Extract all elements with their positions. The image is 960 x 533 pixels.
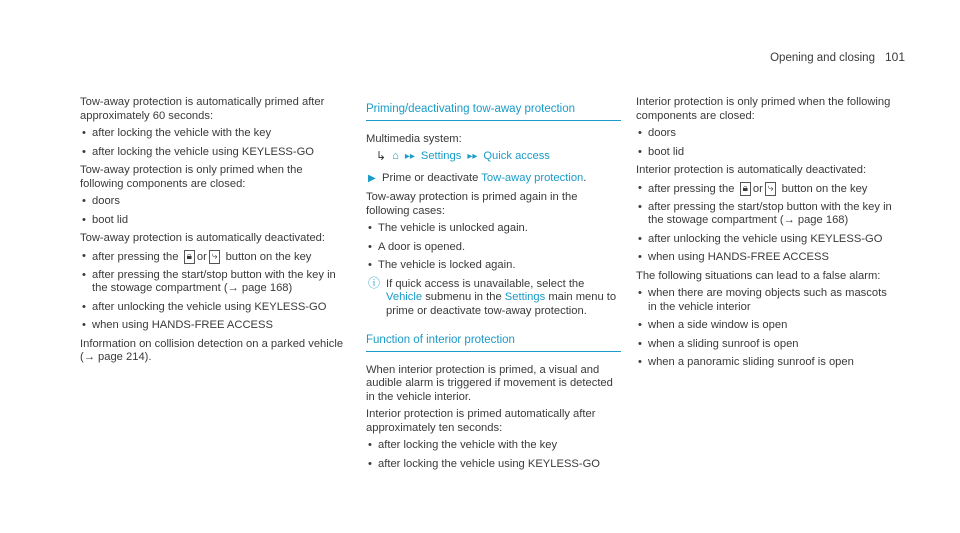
bullet-list: [636, 127, 898, 159]
list-item: • after pressing the 🔒︎ or ⤷ button on the key: [80, 250, 345, 264]
paragraph: Tow-away protection is only primed when the following components are closed:: [80, 164, 303, 190]
action-step: ▶ Prime or deactivate Tow-away protection.: [368, 171, 587, 184]
lock-button-icon: 🔒︎: [740, 182, 751, 196]
list-item: • when there are moving objects such as mascots in the vehicle interior: [636, 287, 898, 314]
vehicle-link: Vehicle: [386, 291, 423, 303]
section-heading-priming: Priming/deactivating tow-away protection: [366, 103, 621, 121]
paragraph: Information on collision detection on a parked vehicle (→ page 214).: [80, 337, 344, 364]
home-icon: ⌂: [392, 150, 399, 162]
list-item: • when a sliding sunroof is open: [636, 338, 898, 352]
list-item: • when a side window is open: [636, 319, 898, 333]
list-item: • after unlocking the vehicle using KEYLESS-GO: [636, 233, 898, 247]
column-right: [636, 96, 898, 375]
list-item: • after locking the vehicle using KEYLESS-GO: [80, 146, 345, 160]
list-item: • boot lid: [80, 214, 345, 228]
paragraph: Interior protection is automatically deactivated:: [636, 164, 867, 176]
page-number: 101: [884, 50, 905, 64]
lock-button-icon: 🔒︎: [184, 250, 195, 264]
bullet-list: [80, 195, 345, 227]
list-item: • The vehicle is locked again.: [366, 259, 621, 273]
paragraph: Tow-away protection is automatically deactivated:: [80, 232, 325, 244]
settings-link: Settings: [504, 291, 546, 303]
double-chevron-icon: ▸▸: [404, 151, 415, 162]
info-note: ⓘ If quick access is unavailable, select the Vehicle submenu in the Settings main menu to prime or deactivate tow-away protection.: [368, 275, 617, 317]
bullet-list: [366, 439, 621, 471]
menu-quick-access: Quick access: [483, 150, 550, 162]
list-item: • when using HANDS-FREE ACCESS: [636, 251, 898, 265]
return-arrow-icon: ↳: [376, 149, 387, 163]
trunk-button-icon: ⤷: [765, 182, 777, 196]
bullet-list: [366, 222, 621, 273]
bullet-list: [80, 127, 345, 159]
list-item: • after pressing the start/stop button with the key in the stowage compartment (→ page 168): [636, 201, 898, 228]
menu-path: [366, 150, 621, 164]
action-triangle-icon: ▶: [368, 172, 376, 184]
list-item: • after pressing the start/stop button with the key in the stowage compartment (→ page 168): [80, 269, 345, 296]
paragraph: Tow-away protection is primed again in the following cases:: [366, 191, 578, 217]
section-title: Opening and closing: [770, 52, 875, 64]
list-item: • doors: [636, 127, 898, 141]
paragraph: The following situations can lead to a false alarm:: [636, 269, 881, 282]
list-item: • doors: [80, 195, 345, 209]
list-item: • after locking the vehicle with the key: [366, 439, 621, 453]
paragraph: Interior protection is primed automatically after approximately ten seconds:: [366, 408, 596, 434]
list-item: • A door is opened.: [366, 241, 621, 255]
list-item: • after unlocking the vehicle using KEYLESS-GO: [80, 301, 345, 315]
column-middle: [366, 103, 621, 476]
bullet-list: [636, 182, 898, 265]
trunk-button-icon: ⤷: [209, 250, 221, 264]
list-item: • when using HANDS-FREE ACCESS: [80, 319, 345, 333]
paragraph: Tow-away protection is automatically primed after approximately 60 seconds:: [80, 96, 325, 122]
page-header: [770, 50, 905, 64]
column-left: [80, 96, 345, 369]
list-item: • after locking the vehicle with the key: [80, 127, 345, 141]
paragraph: Multimedia system:: [366, 132, 462, 145]
bullet-list: [80, 250, 345, 333]
paragraph: Interior protection is only primed when the following components are closed:: [636, 96, 891, 122]
list-item: • boot lid: [636, 146, 898, 160]
bullet-list: [636, 287, 898, 370]
menu-settings: Settings: [420, 150, 462, 162]
paragraph: When interior protection is primed, a visual and audible alarm is triggered if movement is detected in the vehicle interior.: [366, 363, 613, 403]
tow-away-protection-link: Tow-away protection: [481, 171, 584, 184]
info-icon: ⓘ: [368, 275, 381, 290]
list-item: • when a panoramic sliding sunroof is open: [636, 356, 898, 370]
list-item: • after locking the vehicle using KEYLESS-GO: [366, 458, 621, 472]
double-chevron-icon: ▸▸: [467, 151, 478, 162]
section-heading-interior: Function of interior protection: [366, 334, 621, 352]
list-item: • after pressing the 🔒︎ or ⤷ button on the key: [636, 182, 898, 196]
list-item: • The vehicle is unlocked again.: [366, 222, 621, 236]
